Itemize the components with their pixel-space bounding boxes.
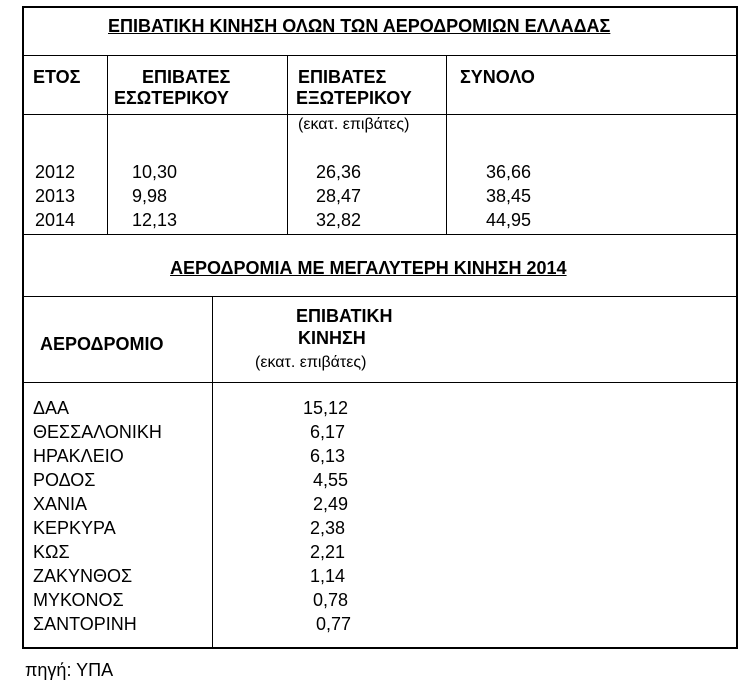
divider [287, 55, 288, 234]
airport-value: 0,78 [313, 590, 349, 610]
divider [22, 55, 738, 56]
divider [22, 296, 738, 297]
airport-name: ΘΕΣΣΑΛΟΝΙΚΗ [33, 422, 162, 442]
airport-name: ΔΑΑ [33, 398, 70, 418]
section-title: ΑΕΡΟΔΡΟΜΙΑ ΜΕ ΜΕΓΑΛΥΤΕΡΗ ΚΙΝΗΣΗ 2014 [170, 258, 567, 278]
airport-value: 2,21 [310, 542, 346, 562]
divider [212, 296, 213, 649]
cell-international: 32,82 [316, 210, 362, 230]
header-domestic-line2: ΕΣΩΤΕΡΙΚΟΥ [114, 88, 229, 108]
airport-name: ΜΥΚΟΝΟΣ [33, 590, 124, 610]
header-international-line1: ΕΠΙΒΑΤΕΣ [298, 67, 387, 87]
cell-year: 2012 [35, 162, 76, 182]
divider [22, 234, 738, 235]
divider [446, 55, 447, 234]
airport-name: ΚΕΡΚΥΡΑ [33, 518, 116, 538]
cell-total: 44,95 [486, 210, 532, 230]
airport-value: 4,55 [313, 470, 349, 490]
airport-value: 6,17 [310, 422, 346, 442]
divider [22, 114, 738, 115]
divider [22, 382, 738, 383]
header-traffic-line1: ΕΠΙΒΑΤΙΚΗ [296, 306, 393, 326]
unit-label: (εκατ. επιβάτες) [298, 116, 410, 133]
airport-value: 2,49 [313, 494, 349, 514]
airport-name: ΣΑΝΤΟΡΙΝΗ [33, 614, 137, 634]
airport-name: ΚΩΣ [33, 542, 70, 562]
cell-domestic: 12,13 [132, 210, 178, 230]
header-international-line2: ΕΞΩΤΕΡΙΚΟΥ [296, 88, 412, 108]
source-note: πηγή: ΥΠΑ [25, 660, 114, 680]
header-traffic-line2: ΚΙΝΗΣΗ [298, 328, 366, 348]
airport-name: ΗΡΑΚΛΕΙΟ [33, 446, 124, 466]
header-year: ΕΤΟΣ [33, 67, 81, 87]
cell-domestic: 10,30 [132, 162, 178, 182]
header-airport: ΑΕΡΟΔΡΟΜΙΟ [40, 334, 164, 354]
airport-name: ΖΑΚΥΝΘΟΣ [33, 566, 133, 586]
cell-total: 36,66 [486, 162, 532, 182]
unit-label: (εκατ. επιβάτες) [255, 354, 367, 371]
cell-domestic: 9,98 [132, 186, 168, 206]
header-domestic-line1: ΕΠΙΒΑΤΕΣ [142, 67, 231, 87]
airport-value: 1,14 [310, 566, 346, 586]
cell-total: 38,45 [486, 186, 532, 206]
airport-value: 6,13 [310, 446, 346, 466]
header-total: ΣΥΝΟΛΟ [460, 67, 535, 87]
airport-value: 15,12 [303, 398, 349, 418]
airport-value: 2,38 [310, 518, 346, 538]
airport-value: 0,77 [316, 614, 352, 634]
cell-year: 2013 [35, 186, 76, 206]
cell-international: 26,36 [316, 162, 362, 182]
cell-year: 2014 [35, 210, 76, 230]
airport-name: ΡΟΔΟΣ [33, 470, 96, 490]
airport-name: ΧΑΝΙΑ [33, 494, 88, 514]
table-title: ΕΠΙΒΑΤΙΚΗ ΚΙΝΗΣΗ ΟΛΩΝ ΤΩΝ ΑΕΡΟΔΡΟΜΙΩΝ ΕΛΛΑΔΑΣ [108, 16, 611, 36]
cell-international: 28,47 [316, 186, 362, 206]
divider [107, 55, 108, 234]
